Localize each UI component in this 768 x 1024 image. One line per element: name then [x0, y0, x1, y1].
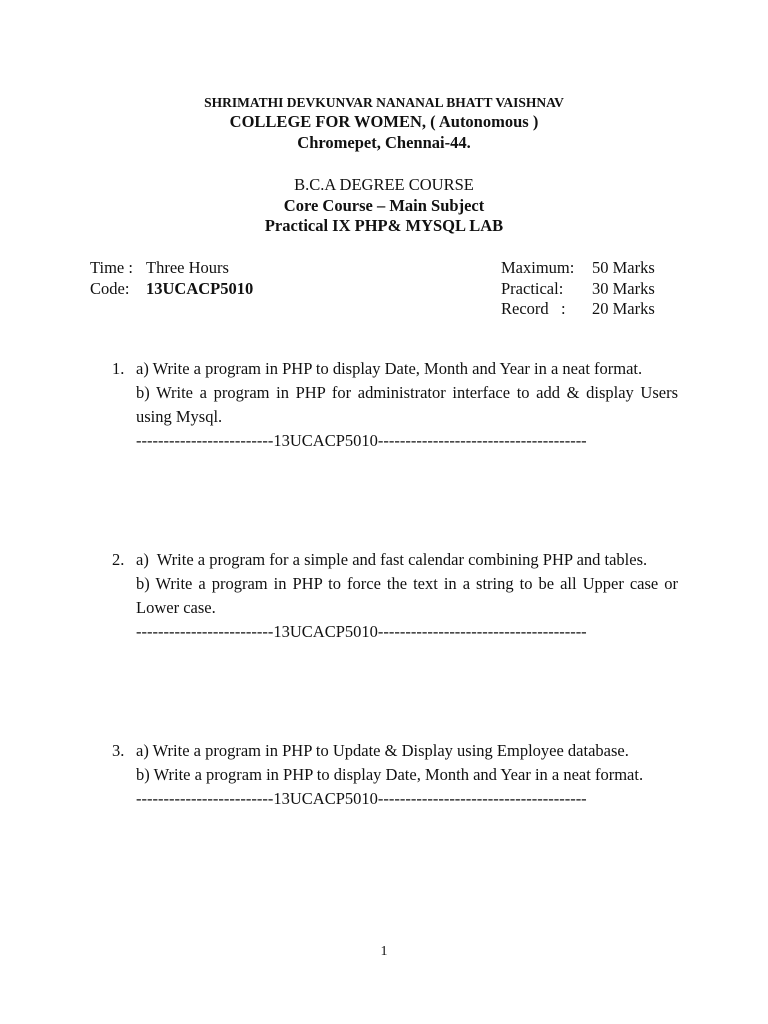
question-1	[112, 357, 678, 453]
time-label: Time :	[90, 258, 133, 277]
code-label: Code:	[90, 278, 130, 298]
exam-meta-left	[90, 258, 253, 299]
record-label: Record :	[501, 299, 566, 318]
maximum-label: Maximum:	[501, 258, 575, 277]
question-separator: -------------------------13UCACP5010--------------------------------------	[136, 622, 587, 641]
maximum-row	[501, 258, 655, 279]
question-separator: -------------------------13UCACP5010--------------------------------------	[136, 789, 587, 808]
question-part-a: a) Write a program in PHP to Update & Display using Employee database.	[136, 741, 629, 760]
practical-row	[501, 279, 655, 300]
practical-value: 30 Marks	[592, 278, 655, 298]
record-row	[501, 299, 655, 320]
degree-course: B.C.A DEGREE COURSE	[294, 175, 474, 194]
record-value: 20 Marks	[592, 299, 655, 318]
college-name-line2: COLLEGE FOR WOMEN, ( Autonomous )	[229, 112, 539, 131]
question-part-b: b) Write a program in PHP to force the text in a string to be all Upper case or Lower case.	[136, 574, 678, 617]
maximum-value: 50 Marks	[592, 258, 655, 277]
practical-label: Practical:	[501, 278, 564, 298]
question-part-b: b) Write a program in PHP for administrator interface to add & display Users using Mysql.	[136, 383, 678, 426]
time-value: Three Hours	[146, 258, 229, 277]
time-row	[90, 258, 253, 279]
question-2	[112, 548, 678, 644]
question-number: 3.	[112, 741, 125, 760]
page-number: 1	[380, 944, 388, 959]
question-part-a: a) Write a program in PHP to display Date, Month and Year in a neat format.	[136, 359, 643, 378]
college-location: Chromepet, Chennai-44.	[297, 133, 471, 152]
question-part-b: b) Write a program in PHP to display Date, Month and Year in a neat format.	[136, 765, 644, 784]
question-separator: -------------------------13UCACP5010--------------------------------------	[136, 431, 587, 450]
college-name-line1: SHRIMATHI DEVKUNVAR NANANAL BHATT VAISHNAV	[204, 95, 564, 110]
code-row	[90, 279, 253, 300]
core-course: Core Course – Main Subject	[283, 196, 485, 215]
question-part-a: a) Write a program for a simple and fast calendar combining PHP and tables.	[136, 550, 648, 569]
code-value: 13UCACP5010	[146, 278, 254, 298]
question-number: 2.	[112, 550, 125, 569]
question-number: 1.	[112, 359, 125, 378]
marks-breakdown	[501, 258, 655, 320]
question-3	[112, 739, 678, 811]
practical-title: Practical IX PHP& MYSQL LAB	[264, 216, 504, 235]
